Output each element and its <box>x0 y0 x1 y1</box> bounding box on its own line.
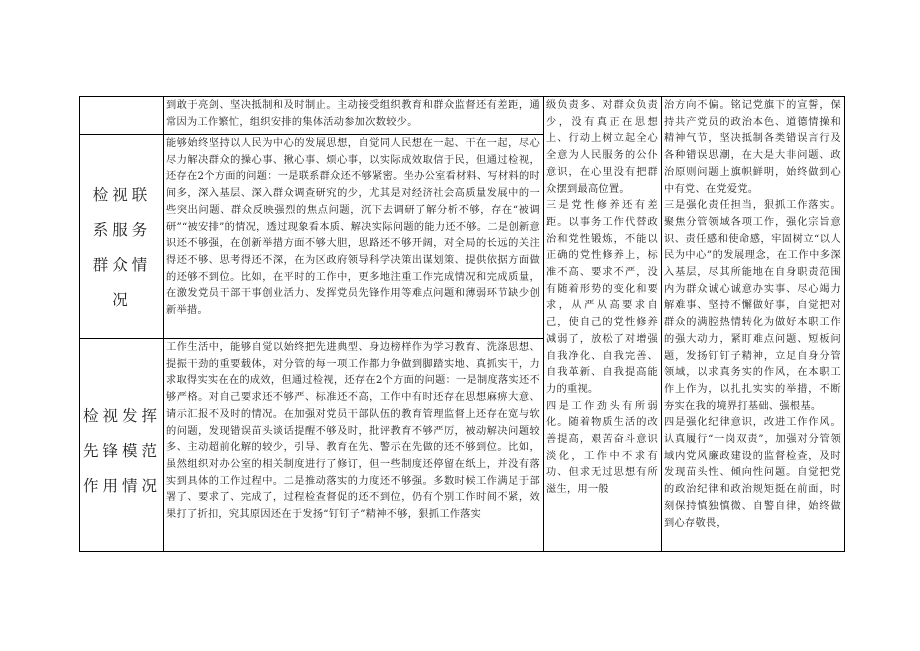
row-3-content-cell <box>166 340 540 548</box>
table-border-right <box>844 96 845 552</box>
row-3-label: 检视发挥先锋模范作用情况 <box>83 407 162 495</box>
row-1-content: 到敢于亮剑、坚决抵制和及时制止。主动接受组织教育和群众监督还有差距，通常因为工作繁忙，组织安排的集体活动参加次数较少。 <box>166 100 540 128</box>
document-table <box>79 96 845 552</box>
column-divider-3 <box>661 96 662 552</box>
table-border-bottom <box>79 551 845 552</box>
column-3-content: 治方向不偏。铭记党旗下的宣誓，保持共产党员的政治本色、道德情操和精神气节，坚决抵制各类错误言行及各种错误思潮，在大是大非问题、政治原则问题上旗帜鲜明，始终做到心中有党、在党爱党。 三是强化责任担当，狠抓工作落实。聚焦分管领域各项工作，强化宗旨意识、责任感和使命感，牢固树立“以人民为中心”的发展理念，在工作中多深入基层，尽其所能地在自身职责范围内为群众诚心诚意办实事、尽心竭力解难事、坚持不懈做好事，自觉把对群众的满腔热情转化为做好本职工作的强大动力，紧盯难点问题、短板问题，发扬钉钉子精神，立足自身分管领域，以求真务实的作风，在本职工作上作为，以扎扎实实的举措，不断夯实在我的境界打基础、强根基。 四是强化纪律意识，改进工作作风。认真履行“一岗双责”，加强对分管领域内党风廉政建设的监督检查，及时发现苗头性、倾向性问题。自觉把党的政治纪律和政治规矩挺在前面，时刻保持慎独慎微、自警自律，始终做到心存敬畏， <box>664 100 841 529</box>
row-3-label-cell <box>83 399 161 519</box>
continuation-column-3 <box>664 98 841 548</box>
row-divider-1 <box>79 134 544 135</box>
column-2-content: 级负责多、对群众负责少，没有真正在思想上、行动上树立起全心全意为人民服务的公仆意识，在心里没有把群众摆到最高位置。 三是党性修养还有差距。以事务工作代替政治和党性锻炼，不能以正确的党性修养上，标准不高、要求不严，没有随着形势的变化和要求，从严从高要求自己，使自己的党性修养减弱了，放松了对增强自我净化、自我完善、自我革新、自我提高能力的重视。 四是工作劲头有所弱化。随着物质生活的改善提高，艰苦奋斗意识淡化，工作中不求有功、但求无过思想有所滋生，用一般 <box>546 100 658 496</box>
continuation-column-2 <box>546 98 658 548</box>
table-border-top <box>79 96 845 97</box>
row-2-label-cell <box>85 178 159 309</box>
row-2-content: 能够始终坚持以人民为中心的发展思想，自觉同人民想在一起、干在一起，尽心尽力解决群众的操心事、揪心事、烦心事，以实际成效取信于民，但通过检视，还存在2个方面的问题：一是联系群众还不够紧密。坐办公室看材料、写材料的时间多，深入基层、深入群众调查研究的少，尤其是对经济社会高质量发展中的一些突出问题、群众反映强烈的焦点问题，沉下去调研了解分析不够，存在“被调研”“被安排”的情况，透过现象看本质、解决实际问题的能力还不够。二是创新意识还不够强，在创新举措方面不够大胆，思路还不够开阔，对全局的长远的关注得还不够、思考得还不深，在为区政府领导科学决策出谋划策、提供依据方面做的还够不到位。比如，在平时的工作中，更多地注重工作完成情况和完成质量，在激发党员干部干事创业活力、发挥党员先锋作用等难点问题和薄弱环节缺少创新举措。 <box>166 138 540 317</box>
row-1-content-cell <box>166 98 540 133</box>
row-2-label: 检视联系服务群众情况 <box>92 186 152 309</box>
column-divider-2 <box>543 96 544 552</box>
table-border-left <box>79 96 80 552</box>
row-divider-2 <box>79 338 544 339</box>
row-2-content-cell <box>166 136 540 336</box>
column-divider-1 <box>163 96 164 552</box>
row-3-content: 工作生活中，能够自觉以始终把先进典型、身边榜样作为学习教育、洗涤思想、提振干劲的重要载体，对分管的每一项工作都力争做到脚踏实地、真抓实干，力求取得实实在在的成效，但通过检视，还存在2个方面的问题：一是制度落实还不够严格。对自己要求还不够严、标准还不高，工作中有时还存在思想麻痹大意、请示汇报不及时的情况。在加强对党员干部队伍的教育管理监督上还存在宽与软的问题，发现错误苗头谈话提醒不够及时，批评教育不够严厉，被动解决问题较多、主动超前化解的较少，引导、教育在先、警示在先做的还不够到位。比如，虽然组织对办公室的相关制度进行了修订，但一些制度还停留在纸上，并没有落实到具体的工作过程中。二是推动落实的力度还不够强。多数时候工作满足于部署了、要求了、完成了，过程检查督促的还不到位，仍有个别工作时间不紧，效果打了折扣，究其原因还在于发扬“钉钉子”精神不够，狠抓工作落实 <box>166 342 540 521</box>
